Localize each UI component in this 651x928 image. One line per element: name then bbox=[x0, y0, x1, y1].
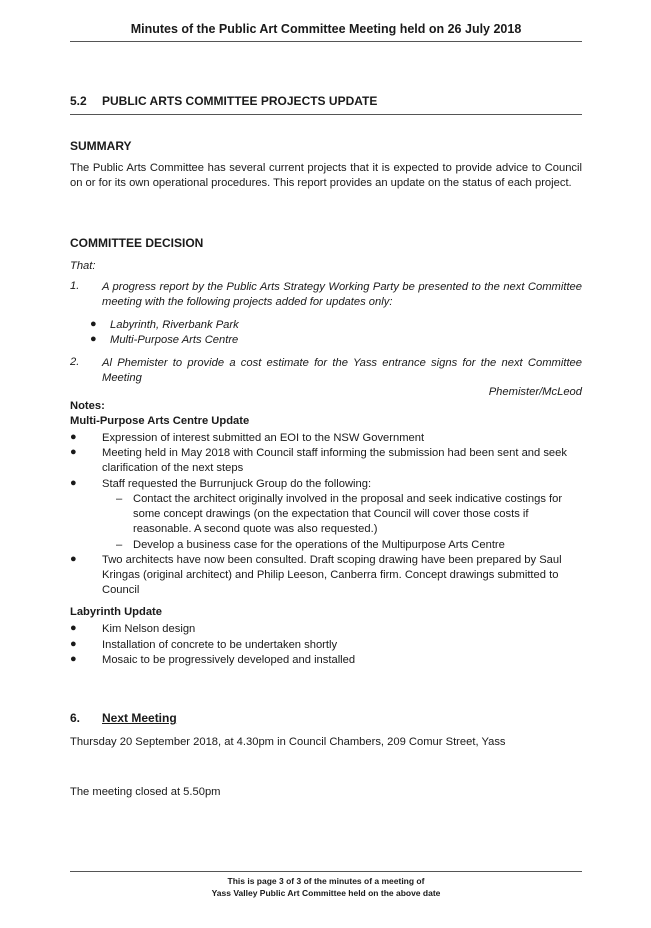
section-title-text: PUBLIC ARTS COMMITTEE PROJECTS UPDATE bbox=[102, 94, 378, 108]
decision-item-text: A progress report by the Public Arts Strategy Working Party be presented to the next Committee meeting with the following projects added for updates only: bbox=[102, 281, 582, 308]
bullet-icon: ● bbox=[70, 431, 77, 443]
page-header-title: Minutes of the Public Art Committee Meeting held on 26 July 2018 bbox=[130, 22, 522, 36]
mpac-subitem-text: Develop a business case for the operations of the Multipurpose Arts Centre bbox=[133, 539, 505, 551]
mpac-item-text: Staff requested the Burrunjuck Group do the following: bbox=[102, 478, 372, 490]
labyrinth-item bbox=[70, 622, 582, 637]
labyrinth-heading: Labyrinth Update bbox=[70, 606, 162, 618]
footer-line-1: This is page 3 of 3 of the minutes of a meeting of bbox=[227, 876, 425, 886]
footer-line-2: Yass Valley Public Art Committee held on the above date bbox=[211, 888, 441, 898]
decision-item-text: Al Phemister to provide a cost estimate for the Yass entrance signs for the next Committee Meeting bbox=[102, 357, 582, 384]
bullet-icon: ● bbox=[70, 553, 77, 565]
labyrinth-item bbox=[70, 638, 582, 653]
mpac-item-text: Expression of interest submitted an EOI to the NSW Government bbox=[102, 432, 425, 444]
next-meeting-heading bbox=[70, 711, 582, 725]
bullet-icon: ● bbox=[70, 653, 77, 665]
mpac-item-text: Meeting held in May 2018 with Council staff informing the submission had been sent and seek clarification of the next steps bbox=[102, 447, 567, 474]
section-number: 5.2 bbox=[70, 94, 87, 108]
decision-heading: COMMITTEE DECISION bbox=[70, 236, 204, 250]
summary-heading: SUMMARY bbox=[70, 139, 132, 153]
next-meeting-title: Next Meeting bbox=[102, 711, 177, 725]
mpac-item-text: Two architects have now been consulted. Draft scoping drawing have been prepared by Saul Kringas (original architect) and Philip Leeson, Canberra firm. Concept drawings submitted to Council bbox=[102, 554, 562, 596]
mpac-item bbox=[70, 477, 582, 492]
dash-icon: – bbox=[116, 539, 123, 551]
mpac-item bbox=[70, 553, 582, 599]
decision-item-2 bbox=[70, 356, 582, 388]
decision-subitem-text: Labyrinth, Riverbank Park bbox=[110, 319, 239, 331]
bullet-icon: ● bbox=[90, 318, 97, 330]
labyrinth-item-text: Kim Nelson design bbox=[102, 623, 196, 635]
summary-text: The Public Arts Committee has several current projects that it is expected to provide advice to Council on or for its own operational procedures. This report provides an update on the status of each project. bbox=[70, 162, 582, 189]
labyrinth-item bbox=[70, 653, 582, 668]
next-meeting-text: Thursday 20 September 2018, at 4.30pm in Council Chambers, 209 Comur Street, Yass bbox=[70, 736, 506, 748]
mpac-item bbox=[70, 446, 582, 477]
decision-subitem bbox=[70, 333, 582, 348]
bullet-icon: ● bbox=[70, 477, 77, 489]
decision-that: That: bbox=[70, 260, 96, 272]
bullet-icon: ● bbox=[70, 622, 77, 634]
closing-text: The meeting closed at 5.50pm bbox=[70, 786, 221, 798]
labyrinth-item-text: Installation of concrete to be undertaken shortly bbox=[102, 639, 338, 651]
mpac-subitem-text: Contact the architect originally involved in the proposal and seek indicative costings for some concept drawings (on the expectation that Council will cover those costs if reasonable. A second quote was also requested.) bbox=[133, 493, 563, 535]
mpac-subitem bbox=[70, 492, 582, 538]
footer-rule bbox=[70, 871, 582, 872]
labyrinth-item-text: Mosaic to be progressively developed and installed bbox=[102, 654, 356, 666]
decision-subitem bbox=[70, 318, 582, 333]
header-rule bbox=[70, 41, 582, 42]
next-meeting-number: 6. bbox=[70, 711, 81, 725]
decision-item-1 bbox=[70, 280, 582, 312]
dash-icon: – bbox=[116, 493, 123, 505]
bullet-icon: ● bbox=[70, 446, 77, 458]
decision-item-number: 2. bbox=[70, 356, 80, 368]
section-rule bbox=[70, 114, 582, 115]
mpac-subitem bbox=[70, 538, 582, 553]
bullet-icon: ● bbox=[90, 333, 97, 345]
decision-item-number: 1. bbox=[70, 280, 80, 292]
mpac-item bbox=[70, 431, 582, 446]
section-title bbox=[70, 94, 582, 108]
decision-subitem-text: Multi-Purpose Arts Centre bbox=[110, 334, 239, 346]
bullet-icon: ● bbox=[70, 638, 77, 650]
notes-heading: Notes: bbox=[70, 400, 105, 412]
decision-mover: Phemister/McLeod bbox=[488, 386, 582, 398]
mpac-heading: Multi-Purpose Arts Centre Update bbox=[70, 415, 250, 427]
